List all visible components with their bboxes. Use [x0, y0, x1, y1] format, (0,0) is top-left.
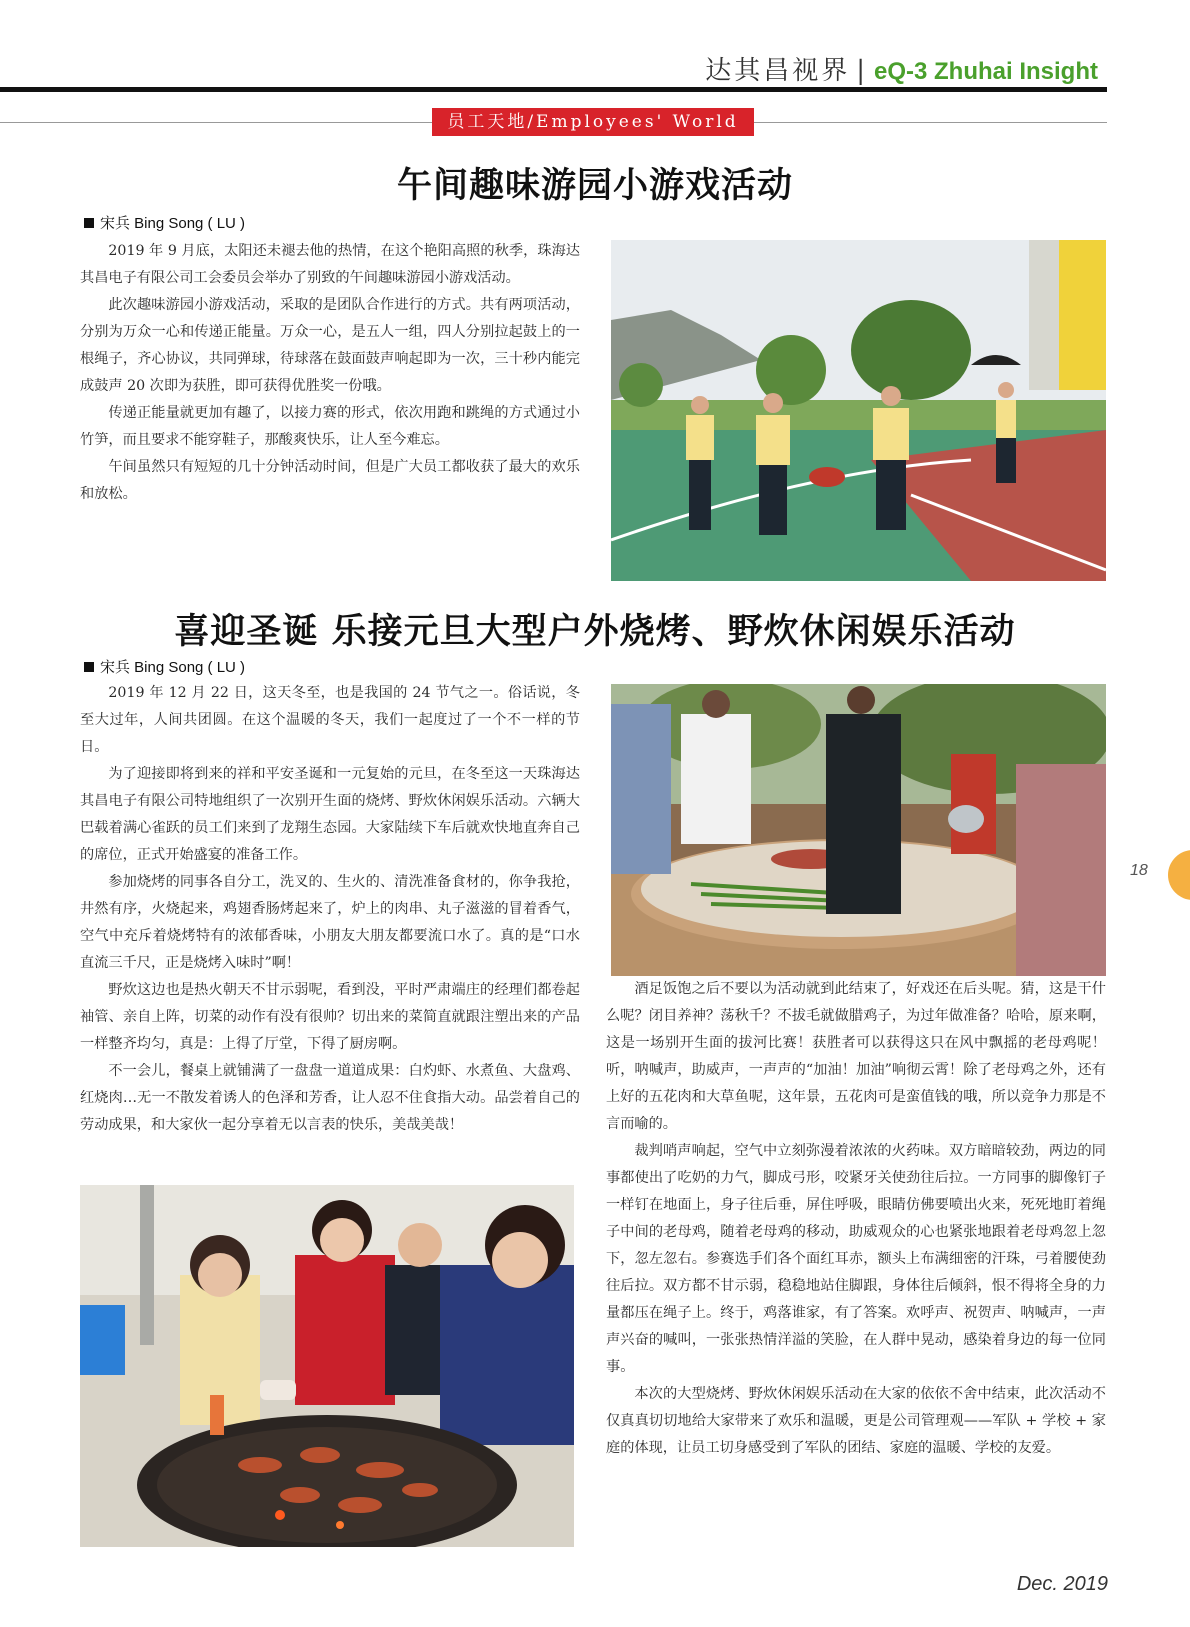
- brand-separator: |: [856, 56, 868, 86]
- byline-square-icon: [84, 662, 94, 672]
- article2-paragraph: 酒足饭饱之后不要以为活动就到此结束了，好戏还在后头呢。猜，这是干什么呢？闭目养神？荡秋千？不拔毛就做腊鸡子，为过年做准备？哈哈，原来啊，这是一场别开生面的拔河比赛！获胜者可以获得这只在风中飘摇的老母鸡呢！听，呐喊声，助威声，一声声的“加油！加油”响彻云霄！除了老母鸡之外，还有上好的五花肉和大草鱼呢，这年景，五花肉可是蛮值钱的哦，所以竞争力那是不言而喻的。: [606, 981, 1106, 1132]
- section-tag: 员工天地/Employees' World: [432, 108, 754, 136]
- article1-title: 午间趣味游园小游戏活动: [396, 165, 793, 206]
- photo-court-game: [611, 240, 1106, 581]
- page-tab-marker: [1168, 850, 1190, 900]
- byline-text: 宋兵 Bing Song ( LU ): [100, 659, 246, 676]
- article2-paragraph: 2019 年 12 月 22 日，这天冬至，也是我国的 24 节气之一。俗话说，冬至大过年，人间共团圆。在这个温暖的冬天，我们一起度过了一个不一样的节日。: [80, 685, 580, 755]
- article1-paragraph: 传递正能量就更加有趣了，以接力赛的形式，依次用跑和跳绳的方式通过小竹笋，而且要求不能穿鞋子，那酸爽快乐，让人至今难忘。: [80, 405, 580, 448]
- article1-body: [80, 238, 580, 508]
- article1-paragraph: 2019 年 9 月底，太阳还未褪去他的热情，在这个艳阳高照的秋季，珠海达其昌电子有限公司工会委员会举办了别致的午间趣味游园小游戏活动。: [80, 243, 580, 286]
- brand-en: eQ-3 Zhuhai Insight: [873, 58, 1098, 85]
- article1-paragraph: 此次趣味游园小游戏活动，采取的是团队合作进行的方式。共有两项活动，分别为万众一心和传递正能量。万众一心，是五人一组，四人分别拉起鼓上的一根绳子，齐心协议，共同弹球，待球落在鼓面鼓声响起即为一次，三十秒内能完成鼓声 20 次即为获胜，即可获得优胜奖一份哦。: [80, 297, 580, 394]
- article2-title: 喜迎圣诞 乐接元旦大型户外烧烤、野炊休闲娱乐活动: [174, 611, 1016, 652]
- article1-paragraph: 午间虽然只有短短的几十分钟活动时间，但是广大员工都收获了最大的欢乐和放松。: [80, 459, 580, 502]
- article2-paragraph: 本次的大型烧烤、野炊休闲娱乐活动在大家的依依不舍中结束，此次活动不仅真真切切地给大家带来了欢乐和温暖，更是公司管理观——军队 + 学校 + 家庭的体现，让员工切身感受到了军队的团结、家庭的温暖、学校的友爱。: [606, 1386, 1106, 1456]
- article2-byline: [84, 656, 245, 677]
- photo-court-game-image: [611, 240, 1106, 581]
- header-brand: [705, 50, 1098, 87]
- brand-cn: 达其昌视界: [705, 56, 851, 86]
- photo-barbecue: [80, 1185, 574, 1547]
- photo-barbecue-image: [80, 1185, 574, 1547]
- article2-paragraph: 不一会儿，餐桌上就铺满了一盘盘一道道成果：白灼虾、水煮鱼、大盘鸡、红烧肉…无一不散发着诱人的色泽和芳香，让人忍不住食指大动。品尝着自己的劳动成果，和大家伙一起分享着无以言表的快乐，美哉美哉！: [80, 1063, 580, 1133]
- article2-right-body: [606, 976, 1106, 1462]
- header-rule: [0, 87, 1107, 92]
- article2-paragraph: 野炊这边也是热火朝天不甘示弱呢，看到没，平时严肃端庄的经理们都卷起袖管、亲自上阵，切菜的动作有没有很帅？切出来的菜简直就跟注塑出来的产品一样整齐均匀，真是：上得了厅堂，下得了厨房啊。: [80, 982, 580, 1052]
- byline-square-icon: [84, 218, 94, 228]
- article1-byline: [84, 212, 245, 233]
- page-number: 18: [1130, 862, 1148, 879]
- article2-left-body: [80, 680, 580, 1139]
- issue-date: Dec. 2019: [1016, 1573, 1108, 1595]
- photo-cooking-table: [611, 684, 1106, 976]
- article2-paragraph: 为了迎接即将到来的祥和平安圣诞和一元复始的元旦，在冬至这一天珠海达其昌电子有限公司特地组织了一次别开生面的烧烤、野炊休闲娱乐活动。六辆大巴载着满心雀跃的员工们来到了龙翔生态园。大家陆续下车后就欢快地直奔自己的席位，正式开始盛宴的准备工作。: [80, 766, 580, 863]
- photo-cooking-table-image: [611, 684, 1106, 976]
- byline-text: 宋兵 Bing Song ( LU ): [100, 215, 246, 232]
- article2-paragraph: 裁判哨声响起，空气中立刻弥漫着浓浓的火药味。双方暗暗较劲，两边的同事都使出了吃奶的力气，脚成弓形，咬紧牙关使劲往后拉。一方同事的脚像钉子一样钉在地面上，身子往后垂，屏住呼吸，眼睛仿佛要喷出火来，死死地盯着绳子中间的老母鸡，随着老母鸡的移动，助威观众的心也紧张地跟着老母鸡忽上忽下，忽左忽右。参赛选手们各个面红耳赤，额头上布满细密的汗珠，弓着腰使劲往后拉。双方都不甘示弱，稳稳地站住脚跟，身体往后倾斜，恨不得将全身的力量都压在绳子上。终于，鸡落谁家，有了答案。欢呼声、祝贺声、呐喊声，一声声兴奋的喊叫，一张张热情洋溢的笑脸，在人群中晃动，感染着身边的每一位同事。: [606, 1143, 1106, 1375]
- article2-paragraph: 参加烧烤的同事各自分工，洗叉的、生火的、清洗准备食材的，你争我抢，井然有序，火烧起来，鸡翅香肠烤起来了，炉上的肉串、丸子滋滋的冒着香气，空气中充斥着烧烤特有的浓郁香味，小朋友大朋友都要流口水了。真的是“口水直流三千尺，正是烧烤入味时”啊！: [80, 874, 580, 971]
